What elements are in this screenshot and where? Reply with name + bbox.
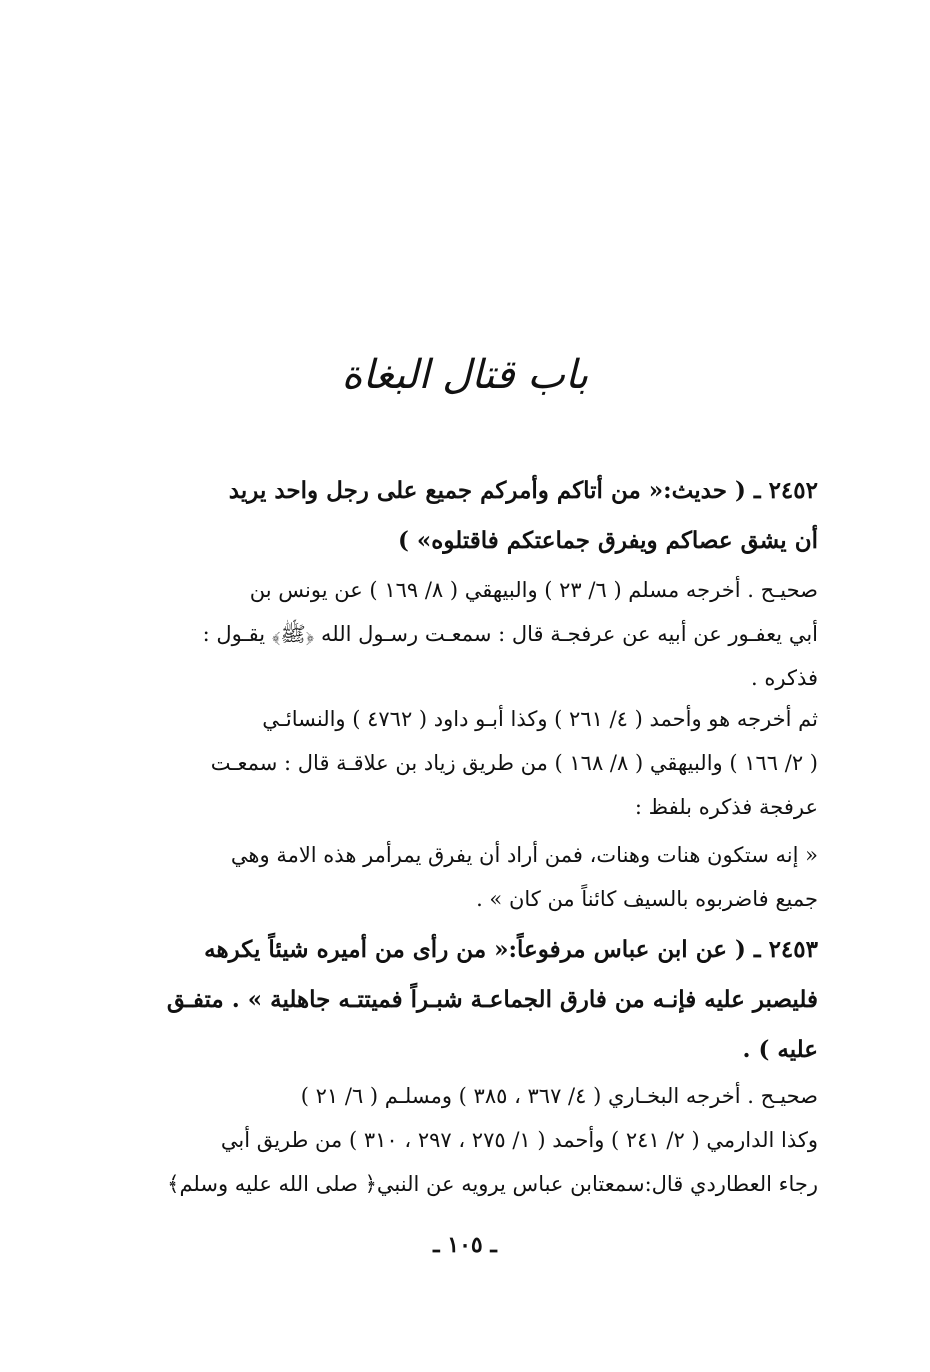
text-line: فليصبر عليه فإنـه من فارق الجماعـة شبـراً فميتتـه جاهلية » . متفـق <box>166 986 818 1013</box>
text-line: ثم أخرجه هو وأحمد ( ٤/ ٢٦١ ) وكذا أبـو داود ( ٤٧٦٢ ) والنسائـي <box>262 707 818 731</box>
text-line: صحيـح . أخرجه البخـاري ( ٤/ ٣٦٧ ، ٣٨٥ ) ومسلـم ( ٦/ ٢١ ) <box>300 1084 818 1108</box>
takhrij-paragraph <box>138 697 818 829</box>
text-line: وكذا الدارمي ( ٢/ ٢٤١ ) وأحمد ( ١/ ٢٧٥ ، ٢٩٧ ، ٣١٠ ) من طريق أبي <box>220 1128 818 1152</box>
hadith-2453-text <box>138 925 818 1075</box>
quoted-hadith-paragraph <box>138 833 818 921</box>
page-number: ـ ١٠٥ ـ <box>433 1232 497 1258</box>
text-line: ٢٤٥٢ ـ ( حديث:« من أتاكم وأمركم جميع على رجل واحد يريد <box>228 477 818 504</box>
text-line: جميع فاضربوه بالسيف كائناً من كان » . <box>476 887 818 911</box>
takhrij-paragraph <box>138 1074 818 1206</box>
text-line: عرفجة فذكره بلفظ : <box>634 795 818 819</box>
text-line: ٢٤٥٣ ـ ( عن ابن عباس مرفوعاً:« من رأى من أميره شيئاً يكرهه <box>204 936 818 963</box>
chapter-title: باب قتال البغاة <box>341 352 589 398</box>
text-line: أبي يعفـور عن أبيه عن عرفجـة قال : سمعـت رسـول الله ﴿ﷺ﴾ يقـول : <box>202 622 818 646</box>
takhrij-paragraph <box>138 568 818 700</box>
text-line: فذكره . <box>751 666 818 690</box>
text-line: « إنه ستكون هنات وهنات، فمن أراد أن يفرق يمرأمر هذه الامة وهي <box>230 843 818 867</box>
text-line: رجاء العطاردي قال:سمعتابن عباس يرويه عن النبي﴿ صلى الله عليه وسلم﴾ <box>167 1172 818 1196</box>
hadith-2452-text <box>138 466 818 566</box>
text-line: عليه ) . <box>742 1036 818 1063</box>
text-line: ( ٢/ ١٦٦ ) والبيهقي ( ٨/ ١٦٨ ) من طريق زياد بن علاقـة قال : سمعـت <box>210 751 818 775</box>
text-line: صحيـح . أخرجه مسلم ( ٦/ ٢٣ ) والبيهقي ( ٨/ ١٦٩ ) عن يونس بن <box>249 578 818 602</box>
text-line: أن يشق عصاكم ويفرق جماعتكم فاقتلوه» ) <box>398 527 818 554</box>
